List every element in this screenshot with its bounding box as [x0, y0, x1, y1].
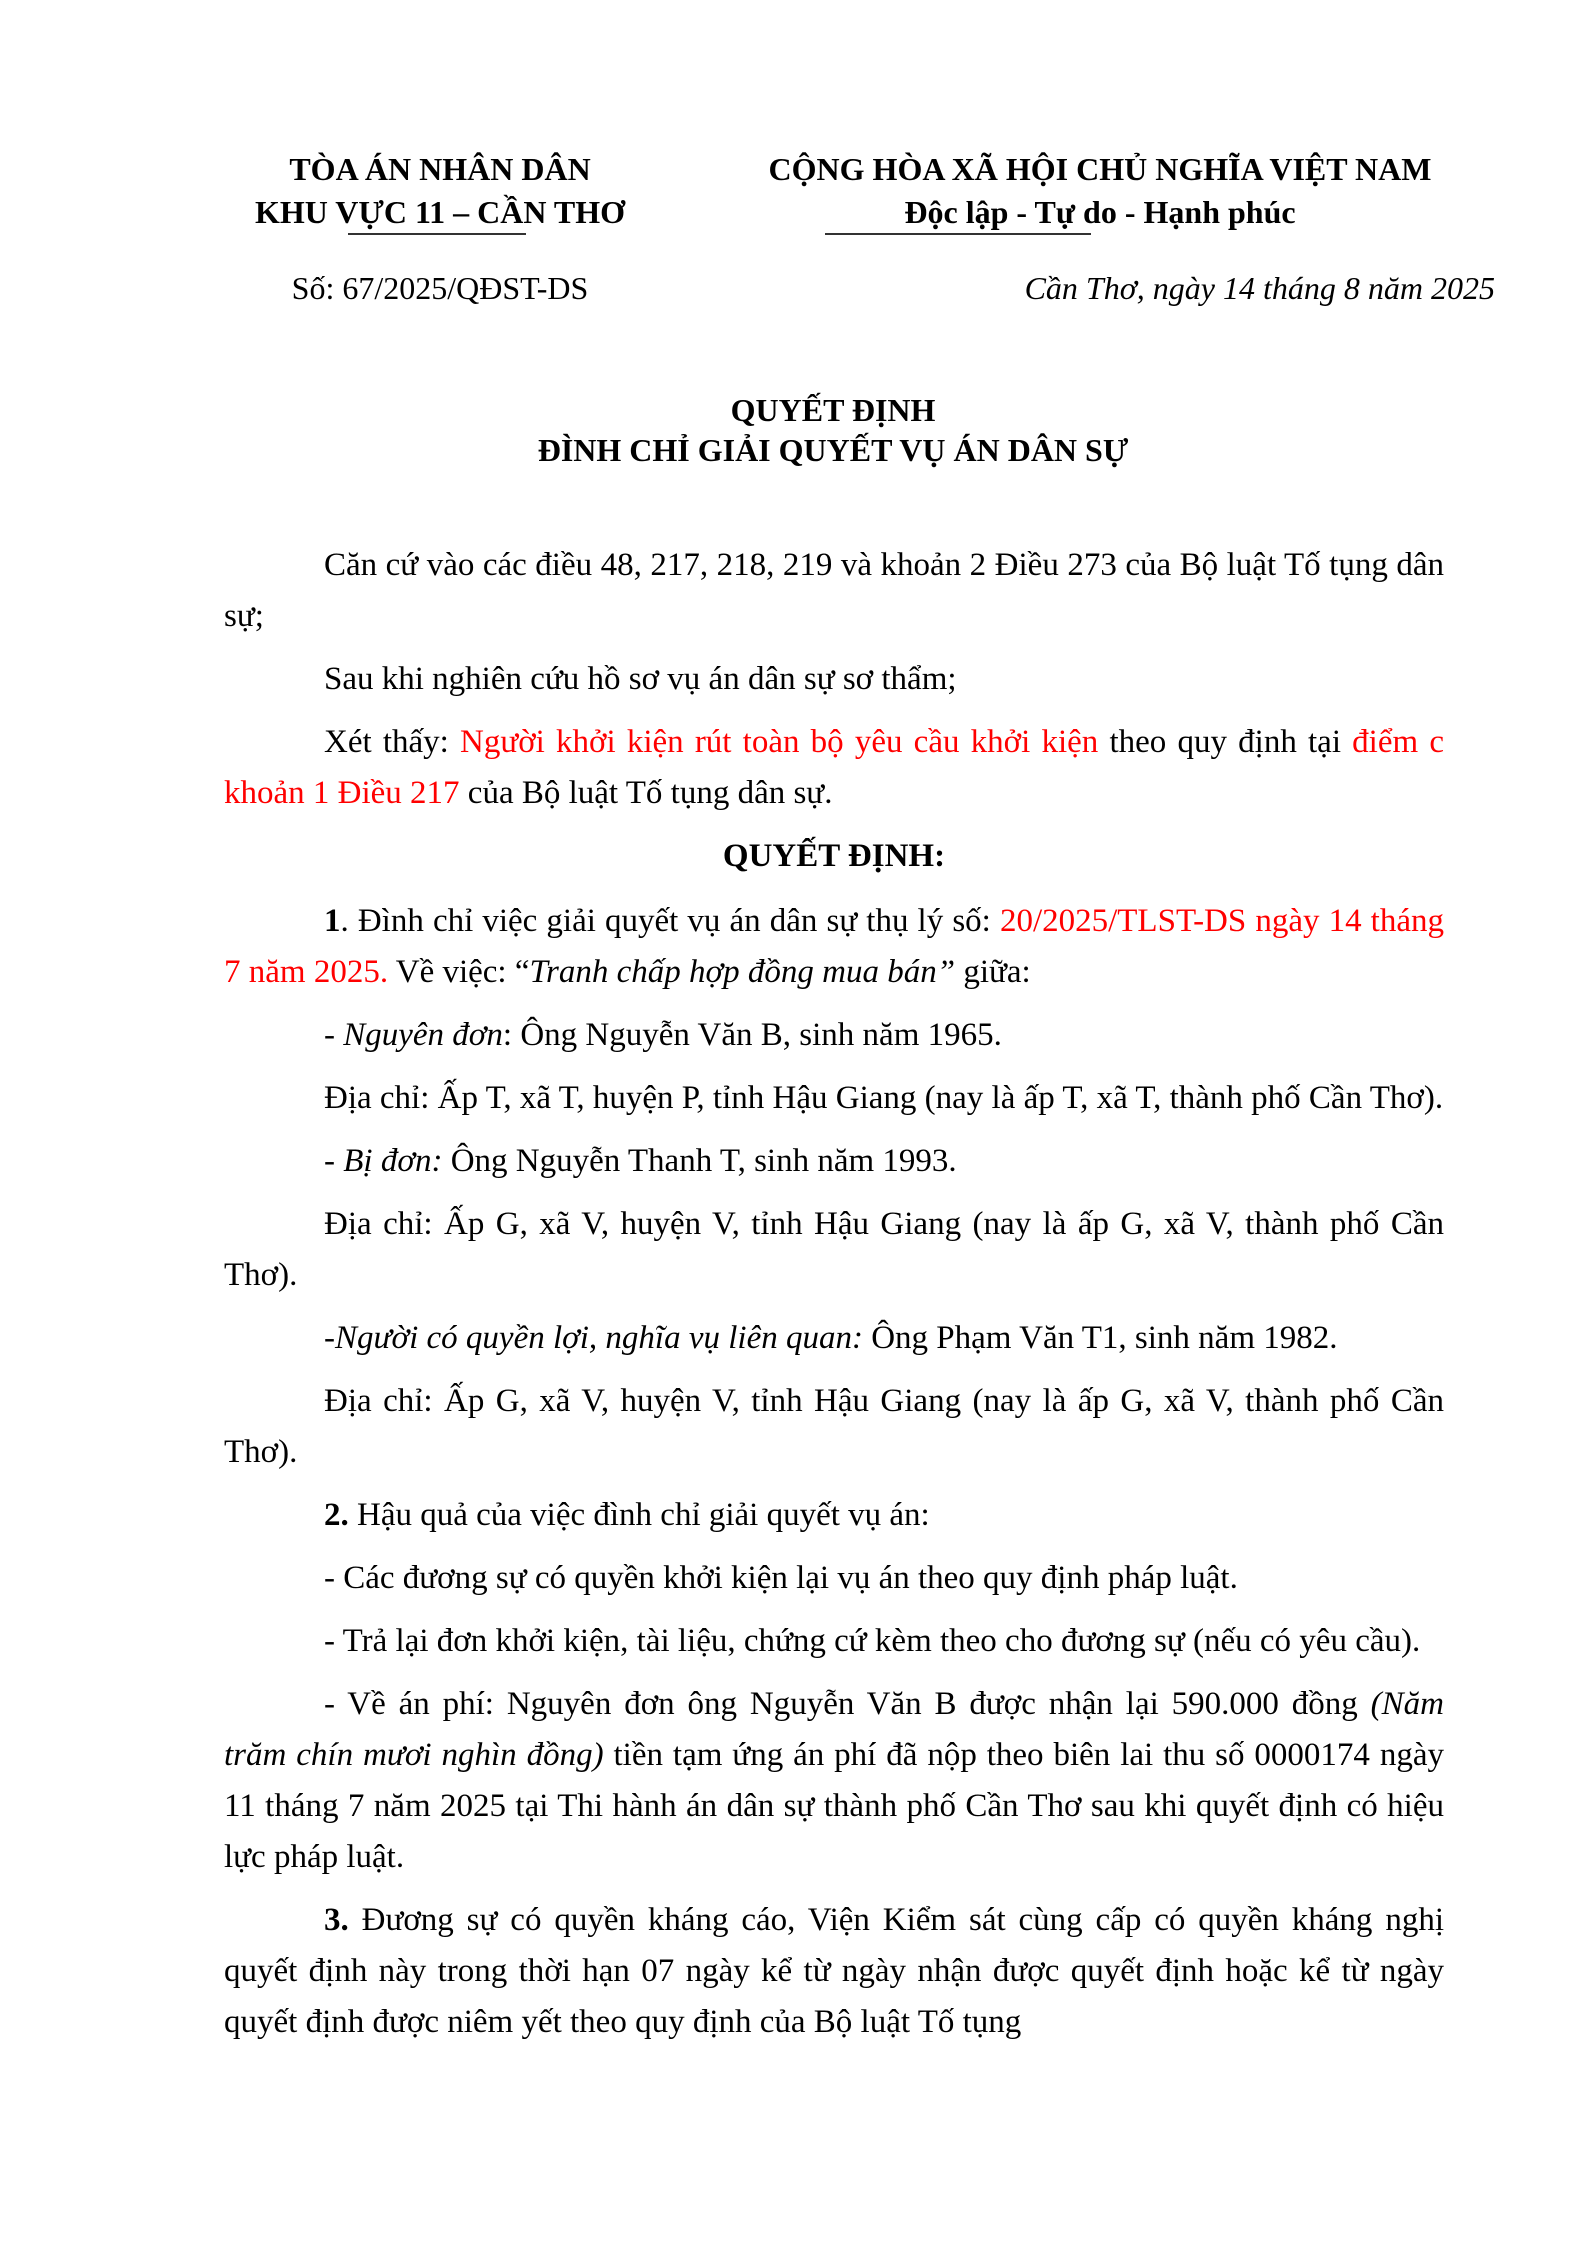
court-fee-text-a: - Về án phí: Nguyên đơn ông Nguyễn Văn B được nhận lại 590.000 đồng	[324, 1686, 1371, 1722]
court-header-underline	[348, 233, 526, 235]
item-2-text: Hậu quả của việc đình chỉ giải quyết vụ án:	[348, 1497, 930, 1533]
title-line-1: QUYẾT ĐỊNH	[730, 392, 936, 428]
item-2	[224, 1490, 1444, 1541]
decision-heading: QUYẾT ĐỊNH:	[722, 838, 946, 874]
finding-highlight-1: Người khởi kiện rút toàn bộ yêu cầu khởi kiện	[460, 724, 1099, 760]
title-line-2: ĐÌNH CHỈ GIẢI QUYẾT VỤ ÁN DÂN SỰ	[537, 432, 1129, 468]
finding-text-2: của Bộ luật Tố tụng dân sự.	[459, 775, 833, 811]
defendant-info: Ông Nguyễn Thanh T, sinh năm 1993.	[442, 1143, 957, 1179]
item-2-number: 2.	[324, 1497, 349, 1533]
document-number: Số: 67/2025/QĐST-DS	[291, 270, 589, 306]
item-2-bullet-2: - Trả lại đơn khởi kiện, tài liệu, chứng cứ kèm theo cho đương sự (nếu có yêu cầu).	[324, 1623, 1421, 1659]
item-1	[224, 896, 1444, 998]
national-motto: Độc lập - Tự do - Hạnh phúc	[904, 194, 1296, 230]
item-3	[224, 1895, 1444, 2048]
court-fee-text-b: tiền tạm ứng án phí đã nộp theo biên lai thu số 0000174 ngày 11 tháng 7 năm 2025 tại Thi hành án dân sự thành phố Cần Thơ sau khi quyết định có hiệu lực pháp luật.	[224, 1737, 1444, 1875]
item-3-number: 3.	[324, 1902, 349, 1938]
plaintiff-info: : Ông Nguyễn Văn B, sinh năm 1965.	[502, 1017, 1002, 1053]
preamble-finding	[224, 717, 1444, 819]
court-header	[220, 148, 660, 234]
plaintiff-address: Địa chỉ: Ấp T, xã T, huyện P, tỉnh Hậu Giang (nay là ấp T, xã T, thành phố Cần Thơ).	[324, 1080, 1444, 1116]
finding-highlight-2: điểm c khoản 1 Điều 217	[224, 724, 1444, 811]
national-motto-underline	[825, 233, 1091, 235]
defendant-label: Bị đơn:	[343, 1143, 443, 1179]
defendant-address: Địa chỉ: Ấp G, xã V, huyện V, tỉnh Hậu Giang (nay là ấp G, xã V, thành phố Cần Thơ).	[224, 1206, 1444, 1293]
finding-label: Xét thấy:	[324, 724, 460, 760]
plaintiff-label: Nguyên đơn	[343, 1017, 503, 1053]
item-2-bullet-1: - Các đương sự có quyền khởi kiện lại vụ án theo quy định pháp luật.	[324, 1560, 1238, 1596]
item-1-text-b: Về việc: “	[388, 954, 530, 990]
document-title	[220, 390, 1446, 470]
court-name: TÒA ÁN NHÂN DÂN	[289, 151, 591, 187]
defendant: - Bị đơn: Ông Nguyễn Thanh T, sinh năm 1993.	[324, 1143, 957, 1179]
court-region: KHU VỰC 11 – CẦN THƠ	[254, 194, 626, 230]
related-party: -Người có quyền lợi, nghĩa vụ liên quan: Ông Phạm Văn T1, sinh năm 1982.	[324, 1320, 1338, 1356]
item-2-bullet-3	[224, 1679, 1444, 1883]
finding-text-1: theo quy định tại	[1098, 724, 1353, 760]
related-party-info: Ông Phạm Văn T1, sinh năm 1982.	[862, 1320, 1338, 1356]
item-1-case-type: Tranh chấp hợp đồng mua bán”	[529, 954, 956, 990]
related-party-label: Người có quyền lợi, nghĩa vụ liên quan:	[335, 1320, 863, 1356]
court-fee-amount-words: (Năm trăm chín mươi nghìn đồng)	[224, 1686, 1444, 1773]
item-1-number: 1	[324, 903, 341, 939]
place-date: Cần Thơ, ngày 14 tháng 8 năm 2025	[1024, 270, 1495, 306]
national-header	[700, 148, 1500, 234]
item-3-text: Đương sự có quyền kháng cáo, Viện Kiểm sát cùng cấp có quyền kháng nghị quyết định này trong thời hạn 07 ngày kể từ ngày nhận được quyết định hoặc kể từ ngày quyết định được niêm yết theo quy định của Bộ luật Tố tụng	[224, 1902, 1444, 2040]
preamble-legal-basis: Căn cứ vào các điều 48, 217, 218, 219 và khoản 2 Điều 273 của Bộ luật Tố tụng dân sự;	[224, 547, 1444, 634]
national-title: CỘNG HÒA XÃ HỘI CHỦ NGHĨA VIỆT NAM	[768, 151, 1432, 187]
related-party-address: Địa chỉ: Ấp G, xã V, huyện V, tỉnh Hậu Giang (nay là ấp G, xã V, thành phố Cần Thơ).	[224, 1383, 1444, 1470]
document-body	[224, 540, 1444, 2060]
item-1-text-c: giữa:	[955, 954, 1031, 990]
preamble-review: Sau khi nghiên cứu hồ sơ vụ án dân sự sơ thẩm;	[324, 661, 957, 697]
item-1-text-a: . Đình chỉ việc giải quyết vụ án dân sự thụ lý số:	[340, 903, 1000, 939]
plaintiff: - Nguyên đơn: Ông Nguyễn Văn B, sinh năm 1965.	[324, 1017, 1002, 1053]
item-1-case-ref: 20/2025/TLST-DS ngày 14 tháng 7 năm 2025.	[224, 903, 1444, 990]
